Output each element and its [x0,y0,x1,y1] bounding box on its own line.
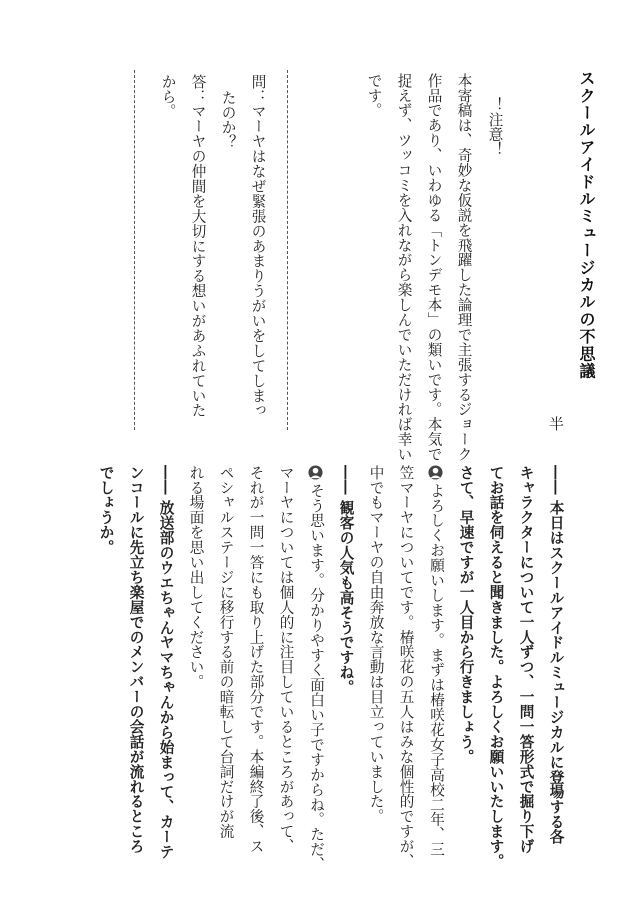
interviewer-line: ―― 放送部のウエちゃんヤマちゃんから始まって、カーテ [157,465,175,860]
interviewer-line: ―― 観客の人気も高そうですね。 [337,465,355,695]
answer-line: から。 [159,74,177,119]
interviewer-line: キャラクターについて一人ずつ、一問一答形式で掘り下げ [517,465,535,854]
author-reply-line: れる場面を思い出してください。 [187,465,205,690]
interviewer-line: ンコールに先立ち楽屋でのメンバーの会話が流れるところ [127,465,145,854]
answer-line: 答：マーヤの仲間を大切にする想いがあふれていた [189,74,207,418]
notice-line: 作品であり、いわゆる「トンデモ本」の類いです。本気で [425,73,443,462]
qa-box-rule-right [287,70,288,430]
author-reply-line: 笠マーヤについてです。椿咲花の五人はみな個性的ですが、 [397,465,415,869]
notice-line: 本寄稿は、奇妙な仮説を飛躍した論理で主張するジョーク [455,73,473,462]
question-line: 問：マーヤはなぜ緊張のあまりうがいをしてしまっ [249,74,267,418]
interviewer-line: てお話を伺えると聞きました。よろしくお願いいたします。 [487,465,505,869]
qa-box-rule-left [134,70,135,430]
author-reply-line: マーヤについては個人的に注目しているところがあって、 [277,465,295,854]
author-reply-line: それが一問一答にも取り上げた部分です。本編終了後、ス [247,465,265,854]
author-reply-line: よろしくお願いします。まずは椿咲花女子高校二年、三 [428,465,443,857]
person-icon [428,465,443,480]
notice-heading: ！注意！ [486,97,504,157]
author-name: 半 [547,416,565,432]
notice-line: です。 [365,73,383,118]
interviewer-line: さて、早速ですが一人目から行きましょう。 [457,465,475,764]
author-reply-line: 中でもマーヤの自由奔放な言動は目立っていました。 [367,465,385,824]
interviewer-line: ―― 本日はスクールアイドルミュージカルに登場する各 [547,465,565,845]
author-reply-line: そう思います。分かりやすく面白い子ですからね。ただ、 [308,465,323,872]
document-title: スクールアイドルミュージカルの不思議 [577,70,596,380]
person-icon [308,465,323,480]
notice-line: 捉えず、ツッコミを入れながら楽しんでいただければ幸い [395,73,413,462]
interviewer-line: でしょうか。 [97,465,115,555]
author-reply-line: ペシャルステージに移行する前の暗転して台詞だけが流 [217,465,235,839]
question-line: たのか？ [219,90,237,150]
